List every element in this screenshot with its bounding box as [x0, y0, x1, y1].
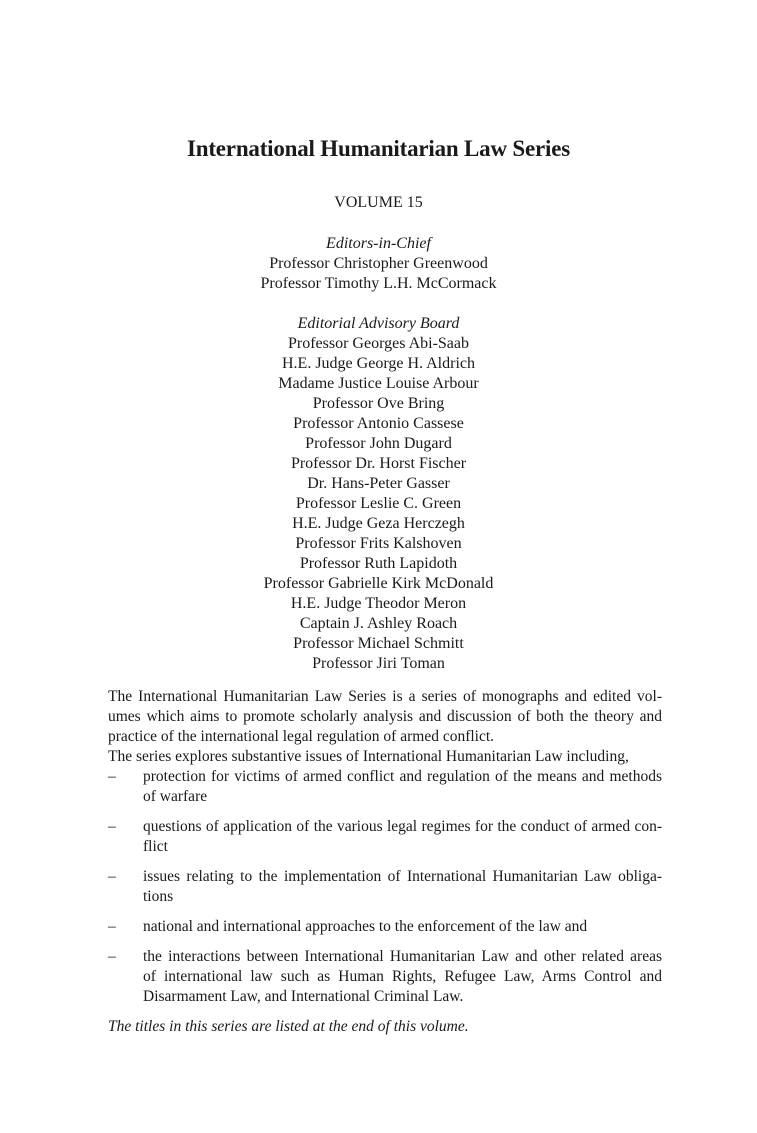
board-member-name: Professor Antonio Cassese	[293, 415, 464, 432]
board-member-name: Professor Ruth Lapidoth	[299, 555, 458, 572]
board-member-name: H.E. Judge George H. Aldrich	[282, 355, 475, 372]
topic-list-item	[108, 817, 662, 857]
board-member-name: H.E. Judge Theodor Meron	[290, 595, 467, 612]
description-line: The series explores substantive issues of International Humanitarian Law including,	[108, 748, 629, 765]
dash-bullet: –	[108, 918, 116, 935]
dash-bullet: –	[108, 768, 116, 785]
board-member-name: Professor Dr. Horst Fischer	[290, 455, 467, 472]
dash-bullet: –	[108, 948, 116, 965]
editor-name: Professor Timothy L.H. McCormack	[260, 275, 497, 292]
board-member-name: Madame Justice Louise Arbour	[278, 375, 479, 392]
description-line: umes which aims to promote scholarly analysis and discussion of both the theory and	[108, 708, 662, 725]
board-member-name: Professor Ove Bring	[312, 395, 445, 412]
series-description	[108, 687, 662, 1037]
topic-list-item	[108, 767, 662, 807]
topic-list	[108, 767, 662, 1007]
board-member-name: Dr. Hans-Peter Gasser	[307, 475, 450, 492]
board-member-name: Professor Frits Kalshoven	[295, 535, 462, 552]
editorial-advisory-board	[0, 314, 757, 674]
board-member-name: Professor Gabrielle Kirk McDonald	[263, 575, 494, 592]
board-member-name: Professor Jiri Toman	[312, 655, 445, 672]
topic-line: national and international approaches to the enforcement of the law and	[143, 918, 588, 935]
topic-list-item	[108, 947, 662, 1007]
topic-line: Disarmament Law, and International Criminal Law.	[143, 988, 464, 1005]
board-member-name: H.E. Judge Geza Herczegh	[292, 515, 465, 532]
board-member-name: Professor Leslie C. Green	[295, 495, 462, 512]
topic-line: tions	[143, 888, 174, 905]
topic-line: questions of application of the various legal regimes for the conduct of armed con-	[143, 818, 662, 835]
board-member-name: Professor Michael Schmitt	[293, 635, 464, 652]
topic-line: of warfare	[143, 788, 208, 805]
series-title: International Humanitarian Law Series	[187, 136, 570, 161]
topic-list-item	[108, 917, 662, 937]
topic-line: issues relating to the implementation of International Humanitarian Law obliga-	[143, 868, 662, 885]
topic-line: of international law such as Human Rights, Refugee Law, Arms Control and	[143, 968, 662, 985]
editor-name: Professor Christopher Greenwood	[269, 255, 488, 272]
editors-in-chief	[0, 234, 757, 294]
topic-line: the interactions between International Humanitarian Law and other related areas	[143, 948, 662, 965]
topic-list-item	[108, 867, 662, 907]
board-member-name: Captain J. Ashley Roach	[299, 615, 458, 632]
description-line: practice of the international legal regulation of armed conflict.	[108, 728, 495, 745]
volume-number: VOLUME 15	[334, 194, 423, 211]
description-line: The International Humanitarian Law Series is a series of monographs and edited vol-	[108, 688, 662, 705]
editors-heading: Editors-in-Chief	[326, 235, 431, 252]
dash-bullet: –	[108, 818, 116, 835]
board-heading: Editorial Advisory Board	[297, 315, 460, 332]
topic-line: flict	[143, 838, 168, 855]
dash-bullet: –	[108, 868, 116, 885]
board-member-name: Professor John Dugard	[305, 435, 452, 452]
footnote: The titles in this series are listed at the end of this volume.	[108, 1018, 469, 1035]
topic-line: protection for victims of armed conflict and regulation of the means and methods	[143, 768, 662, 785]
board-member-name: Professor Georges Abi-Saab	[287, 335, 469, 352]
